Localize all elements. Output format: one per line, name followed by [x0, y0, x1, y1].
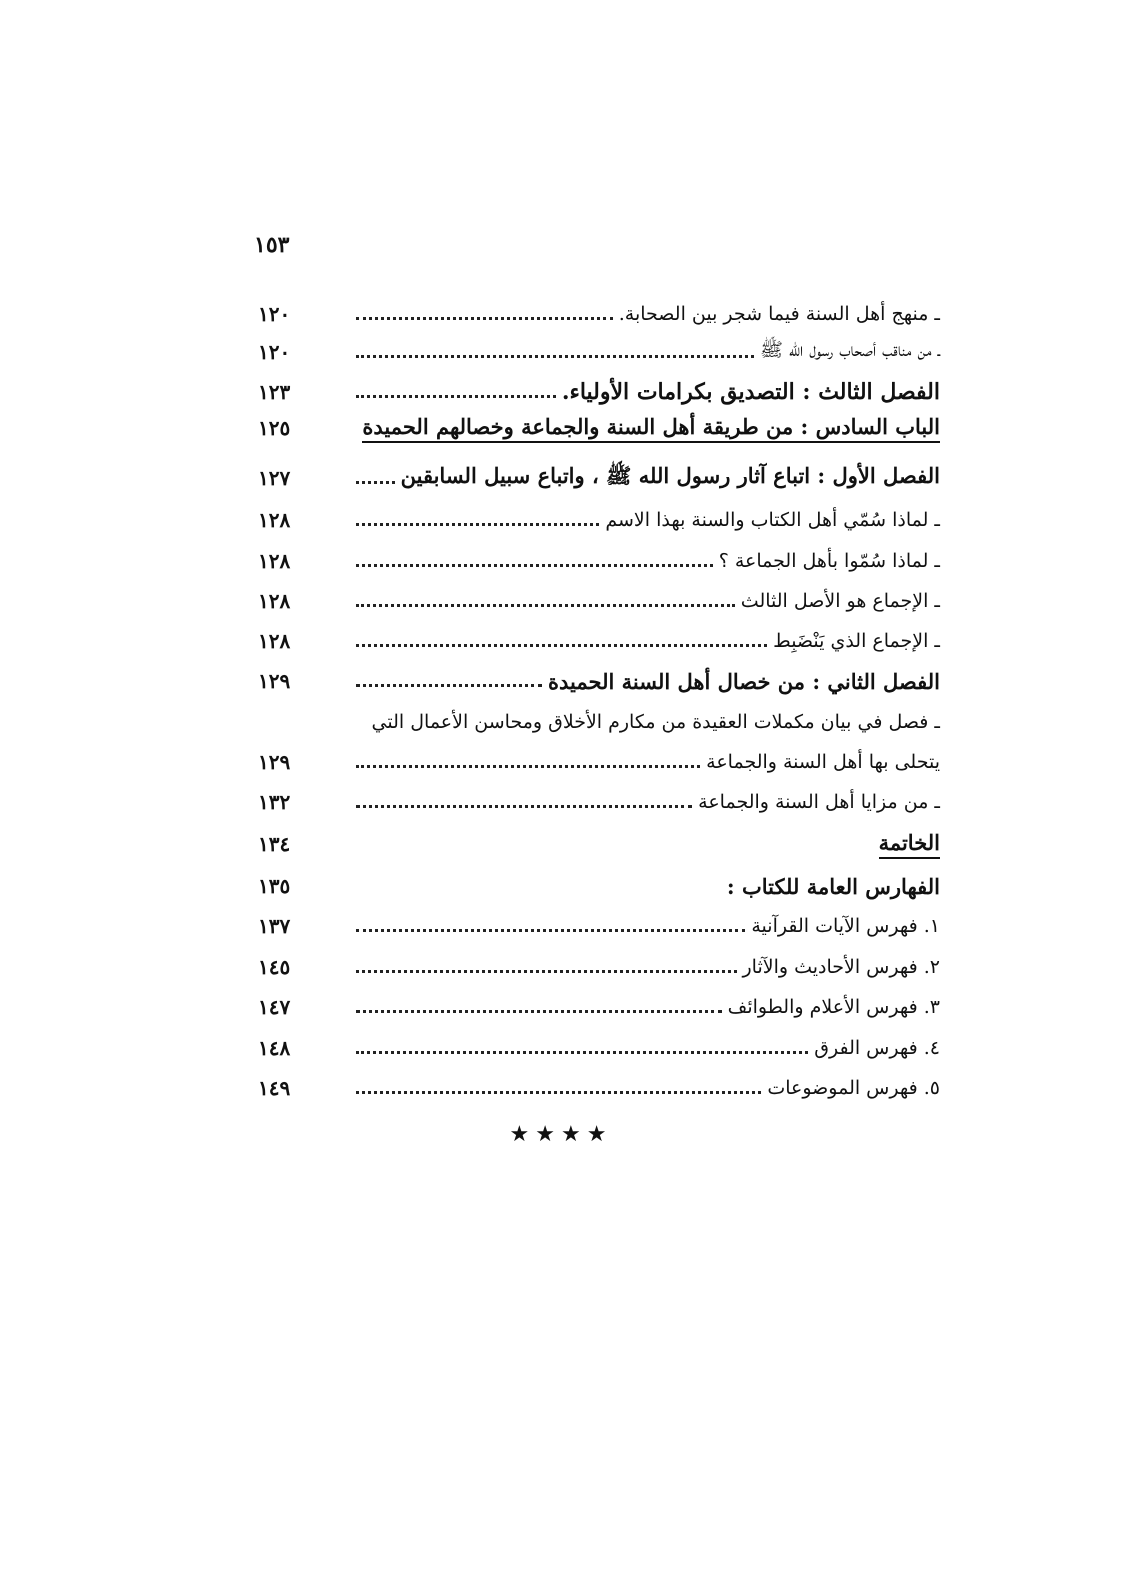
toc-title: ـ الإجماع الذي يَنْضَبِط — [773, 630, 940, 652]
toc-page-number: ١٢٨ — [258, 589, 291, 613]
toc-page-number: ١٤٩ — [258, 1076, 291, 1100]
toc-entry[interactable] — [250, 336, 940, 368]
toc-chapter-title: الخاتمة — [879, 830, 940, 859]
toc-page-number: ١٢٨ — [258, 508, 291, 532]
toc-chapter-title: الفهارس العامة للكتاب : — [726, 873, 940, 899]
toc-page-number: ١٣٧ — [258, 914, 291, 938]
toc-entry[interactable] — [250, 746, 940, 778]
toc-title: يتحلى بها أهل السنة والجماعة — [706, 751, 940, 773]
toc-page-number: ١٢٣ — [258, 380, 291, 404]
toc-page-number: ١٣٥ — [258, 874, 291, 898]
toc-title: ١. فهرس الآيات القرآنية — [751, 915, 940, 937]
star-ornament: ★★★★ — [509, 1122, 613, 1147]
toc-page-number: ١٢٥ — [258, 416, 291, 440]
toc-page-number: ١٢٨ — [258, 549, 291, 573]
toc-entry[interactable] — [250, 1072, 940, 1104]
spacer — [356, 828, 873, 860]
toc-entry[interactable] — [250, 786, 940, 818]
toc-title: ـ من مزايا أهل السنة والجماعة — [698, 791, 940, 813]
dot-leader — [356, 585, 735, 617]
dot-leader — [356, 1072, 761, 1104]
toc-entry[interactable] — [250, 910, 940, 942]
toc-entry[interactable] — [250, 298, 940, 330]
toc-entry[interactable] — [250, 625, 940, 657]
toc-chapter-title: الفصل الثاني : من خصال أهل السنة الحميدة — [548, 668, 940, 694]
toc-page-number: ١٤٧ — [258, 995, 291, 1019]
dot-leader — [356, 298, 613, 330]
toc-page-number: ١٤٨ — [258, 1036, 291, 1060]
dot-leader — [356, 910, 745, 942]
spacer — [356, 706, 366, 738]
toc-title: ـ لماذا سُمّوا بأهل الجماعة ؟ — [718, 550, 940, 572]
toc-chapter-title: الفصل الثالث : التصديق بكرامات الأولياء. — [561, 379, 940, 405]
page-number: ١٥٣ — [254, 232, 290, 258]
toc-entry[interactable] — [250, 870, 940, 902]
toc-title: ـ منهج أهل السنة فيما شجر بين الصحابة. — [618, 303, 940, 325]
toc-page-number: ١٢٩ — [258, 669, 291, 693]
toc-entry[interactable] — [250, 376, 940, 408]
dot-leader — [356, 951, 737, 983]
toc-part-title: الباب السادس : من طريقة أهل السنة والجماعة وخصالهم الحميدة — [362, 414, 940, 443]
toc-entry-continued — [250, 706, 940, 738]
toc-title: ـ الإجماع هو الأصل الثالث — [740, 590, 940, 612]
dot-leader — [356, 991, 722, 1023]
toc-page-number: ١٢٨ — [258, 629, 291, 653]
toc-chapter-title: الفصل الأول : اتباع آثار رسول الله ﷺ ، واتباع سبيل السابقين — [400, 462, 940, 488]
toc-page-number: ١٣٤ — [258, 832, 291, 856]
dot-leader — [356, 1032, 808, 1064]
toc-entry[interactable] — [250, 665, 940, 697]
toc-title: ٥. فهرس الموضوعات — [767, 1077, 940, 1099]
toc-page-number: ١٣٢ — [258, 790, 291, 814]
dot-leader — [356, 786, 692, 818]
toc-entry[interactable] — [250, 504, 940, 536]
dot-leader — [356, 504, 599, 536]
dot-leader — [356, 545, 713, 577]
dot-leader — [356, 462, 395, 494]
toc-title: ـ لماذا سُمّي أهل الكتاب والسنة بهذا الاسم — [605, 509, 940, 531]
dot-leader — [356, 625, 767, 657]
toc-entry[interactable] — [250, 951, 940, 983]
spacer — [356, 870, 721, 902]
toc-page-number: ١٢٩ — [258, 750, 291, 774]
dot-leader — [356, 376, 556, 408]
toc-title: ٢. فهرس الأحاديث والآثار — [742, 956, 940, 978]
toc-entry[interactable] — [250, 991, 940, 1023]
toc-entry[interactable] — [250, 462, 940, 494]
toc-entry[interactable] — [250, 585, 940, 617]
toc-page-number: ١٢٠ — [258, 302, 291, 326]
toc-entry[interactable] — [250, 828, 940, 860]
dot-leader — [356, 665, 542, 697]
toc-page-number: ١٢٠ — [258, 340, 291, 364]
toc-page-number: ١٤٥ — [258, 955, 291, 979]
toc-title: ـ من مناقب أصحاب رسول الله ﷺ — [760, 339, 940, 361]
toc-entry[interactable] — [250, 1032, 940, 1064]
dot-leader — [356, 746, 700, 778]
toc-page-number: ١٢٧ — [258, 466, 291, 490]
toc-title: ـ فصل في بيان مكملات العقيدة من مكارم الأخلاق ومحاسن الأعمال التي — [371, 711, 940, 733]
toc-entry[interactable] — [250, 545, 940, 577]
toc-entry[interactable] — [250, 412, 940, 444]
toc-title: ٣. فهرس الأعلام والطوائف — [727, 996, 940, 1018]
dot-leader — [356, 336, 754, 368]
toc-title: ٤. فهرس الفرق — [814, 1037, 940, 1059]
